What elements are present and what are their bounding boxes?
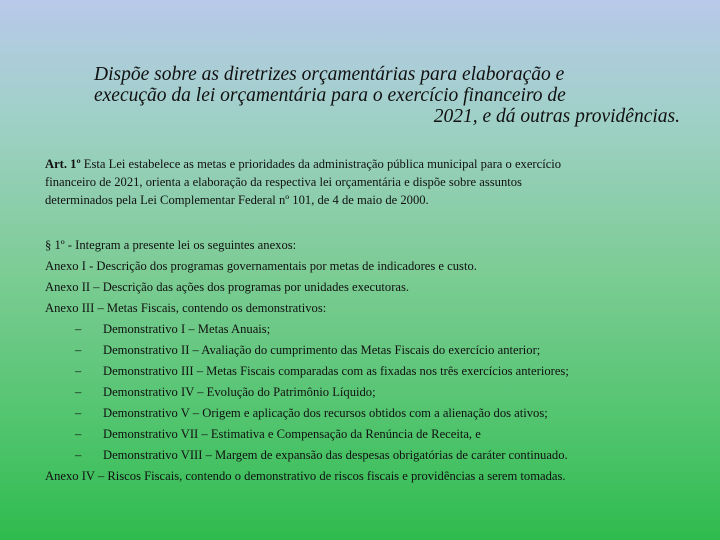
demonstrativo-text: Demonstrativo I – Metas Anuais; (103, 322, 271, 336)
paragraph-1 (45, 235, 705, 487)
article-1-line-2: financeiro de 2021, orienta a elaboração da respectiva lei orçamentária e dispõe sobre assuntos (45, 175, 522, 189)
dash-bullet: – (75, 343, 82, 357)
demonstrativo-item (45, 382, 705, 403)
demonstrativo-item (45, 445, 705, 466)
dash-bullet: – (75, 427, 82, 441)
demonstrativo-text: Demonstrativo V – Origem e aplicação dos recursos obtidos com a alienação dos ativos; (103, 406, 548, 420)
demonstrativo-text: Demonstrativo IV – Evolução do Patrimônio Líquido; (103, 385, 376, 399)
article-1-label: Art. 1º (45, 157, 81, 171)
annex-3: Anexo III – Metas Fiscais, contendo os demonstrativos: (45, 301, 327, 315)
article-1-line-3: determinados pela Lei Complementar Federal nº 101, de 4 de maio de 2000. (45, 193, 429, 207)
article-1 (45, 155, 685, 209)
article-1-line-1 (45, 155, 685, 173)
dash-bullet: – (75, 385, 82, 399)
demonstrativo-item (45, 319, 705, 340)
demonstrativo-text: Demonstrativo III – Metas Fiscais comparadas com as fixadas nos três exercícios anteriores; (103, 364, 569, 378)
demonstrativo-text: Demonstrativo II – Avaliação do cumprimento das Metas Fiscais do exercício anterior; (103, 343, 541, 357)
dash-bullet: – (75, 406, 82, 420)
document-title (60, 64, 680, 127)
title-line-1: Dispõe sobre as diretrizes orçamentárias para elaboração e (94, 64, 565, 85)
article-1-text-1: Esta Lei estabelece as metas e prioridades da administração pública municipal para o exercício (80, 157, 562, 171)
dash-bullet: – (75, 364, 82, 378)
demonstrativo-text: Demonstrativo VII – Estimativa e Compensação da Renúncia de Receita, e (103, 427, 481, 441)
annex-2: Anexo II – Descrição das ações dos programas por unidades executoras. (45, 280, 410, 294)
annex-4: Anexo IV – Riscos Fiscais, contendo o demonstrativo de riscos fiscais e providências a serem tomadas. (45, 469, 566, 483)
title-line-3: 2021, e dá outras providências. (433, 106, 680, 127)
demonstrativo-item (45, 424, 705, 445)
title-line-2: execução da lei orçamentária para o exercício financeiro de (94, 85, 566, 106)
dash-bullet: – (75, 448, 82, 462)
dash-bullet: – (75, 322, 82, 336)
demonstrativo-item (45, 403, 705, 424)
paragraph-1-heading: § 1º - Integram a presente lei os seguintes anexos: (45, 238, 297, 252)
demonstrativo-item (45, 361, 705, 382)
demonstrativo-item (45, 340, 705, 361)
annex-1: Anexo I - Descrição dos programas governamentais por metas de indicadores e custo. (45, 259, 477, 273)
demonstrativo-text: Demonstrativo VIII – Margem de expansão das despesas obrigatórias de caráter continuado. (103, 448, 568, 462)
